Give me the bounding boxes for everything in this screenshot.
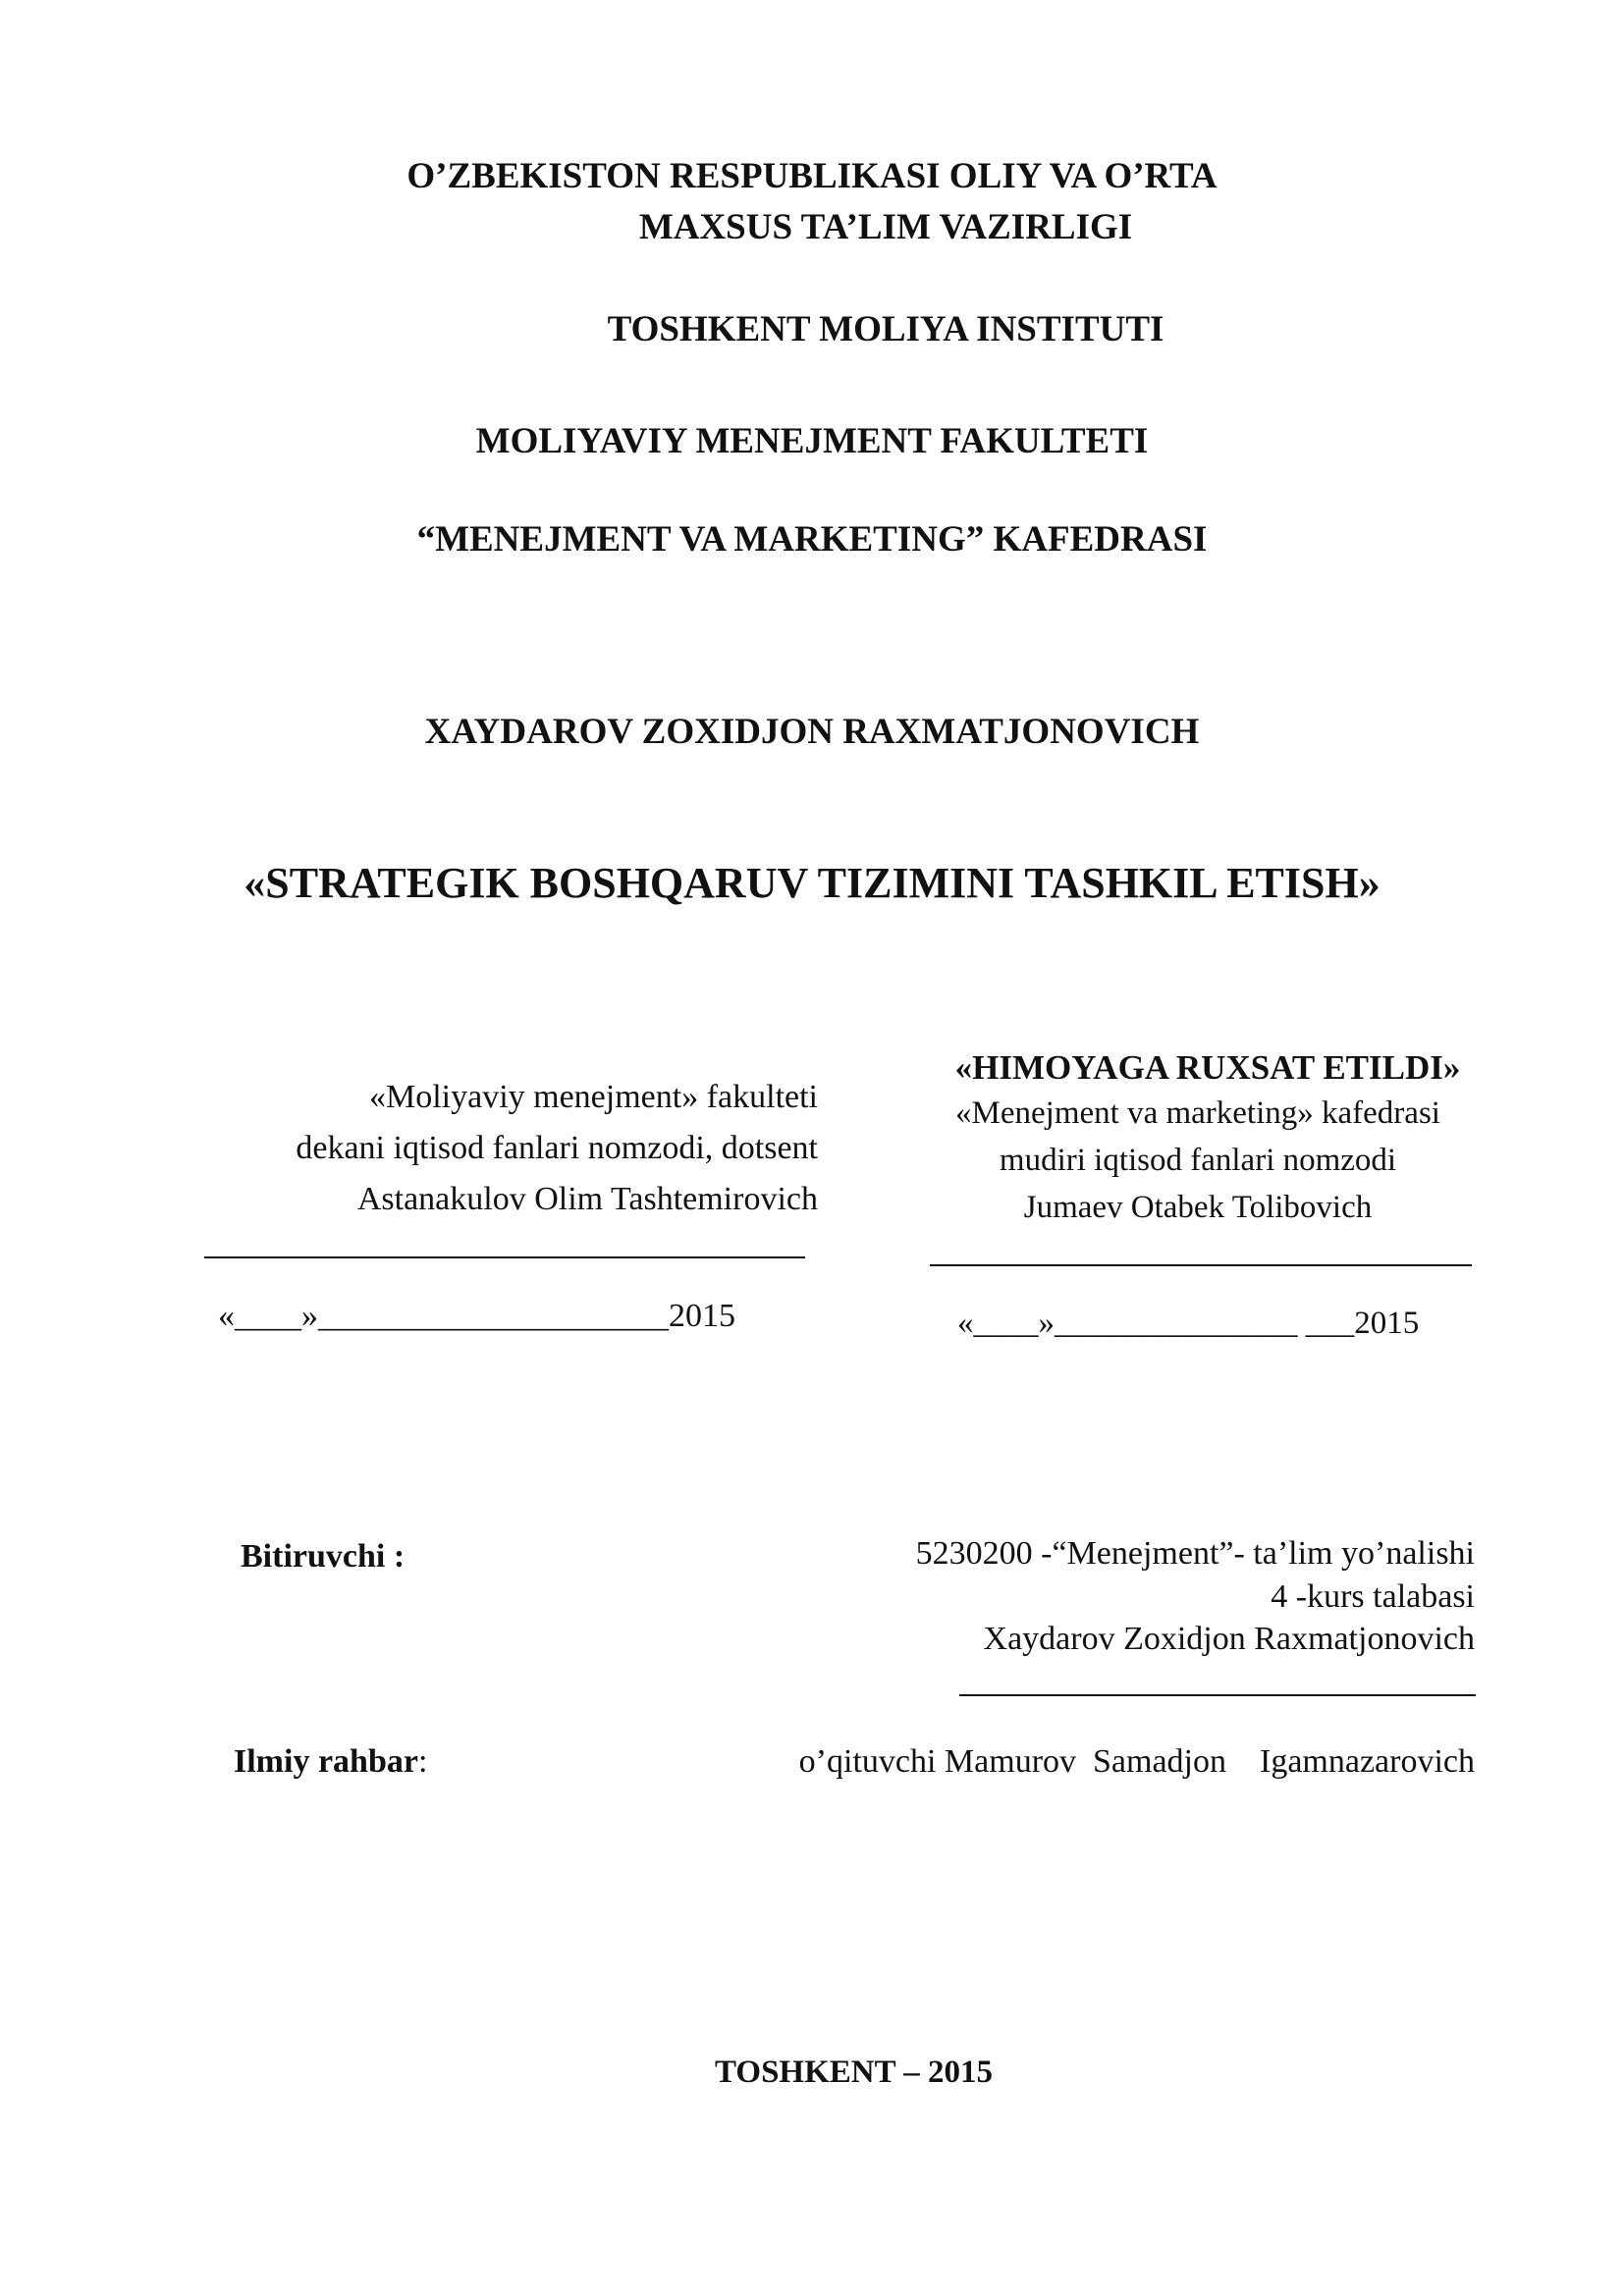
approval-heading: «HIMOYAGA RUXSAT ETILDI»	[954, 1048, 1461, 1087]
dean-date-line: «____»_____________________2015	[218, 1298, 735, 1334]
department-name: “MENEJMENT VA MARKETING” KAFEDRASI	[416, 519, 1208, 560]
approval-line-3: Jumaev Otabek Tolibovich	[1023, 1190, 1373, 1225]
dean-line-3: Astanakulov Olim Tashtemirovich	[356, 1181, 818, 1217]
approval-signature-line	[930, 1264, 1472, 1266]
footer-city-year: TOSHKENT – 2015	[715, 2055, 994, 2090]
graduate-signature-line	[959, 1694, 1476, 1696]
ministry-line-2: MAXSUS TA’LIM VAZIRLIGI	[638, 207, 1133, 247]
author-name: XAYDAROV ZOXIDJON RAXMATJONOVICH	[424, 712, 1200, 752]
thesis-title: «STRATEGIK BOSHQARUV TIZIMINI TASHKIL ETISH»	[244, 859, 1380, 907]
approval-date-line: «____»_______________ ___2015	[957, 1306, 1420, 1341]
ministry-line-1: O’ZBEKISTON RESPUBLIKASI OLIY VA O’RTA	[406, 156, 1218, 196]
dean-signature-line	[204, 1256, 805, 1258]
graduate-label: Bitiruvchi :	[241, 1538, 406, 1575]
supervisor-label: Ilmiy rahbar	[234, 1743, 418, 1780]
dean-line-2: dekani iqtisod fanlari nomzodi, dotsent	[296, 1130, 818, 1166]
graduate-line-3: Xaydarov Zoxidjon Raxmatjonovich	[983, 1621, 1475, 1657]
approval-line-2: mudiri iqtisod fanlari nomzodi	[999, 1143, 1397, 1178]
dean-line-1: «Moliyaviy menejment» fakulteti	[368, 1079, 818, 1115]
supervisor-name: o’qituvchi Mamurov Samadjon Igamnazarovich	[798, 1743, 1475, 1780]
faculty-name: MOLIYAVIY MENEJMENT FAKULTETI	[475, 421, 1149, 461]
graduate-line-1: 5230200 -“Menejment”- ta’lim yo’nalishi	[915, 1535, 1475, 1572]
approval-line-1: «Menejment va marketing» kafedrasi	[955, 1095, 1440, 1131]
graduate-line-2: 4 -kurs talabasi	[1271, 1578, 1475, 1615]
institute-name: TOSHKENT MOLIYA INSTITUTI	[607, 309, 1164, 349]
supervisor-label-colon: :	[417, 1743, 428, 1780]
supervisor-label-wrap	[234, 1743, 427, 1781]
